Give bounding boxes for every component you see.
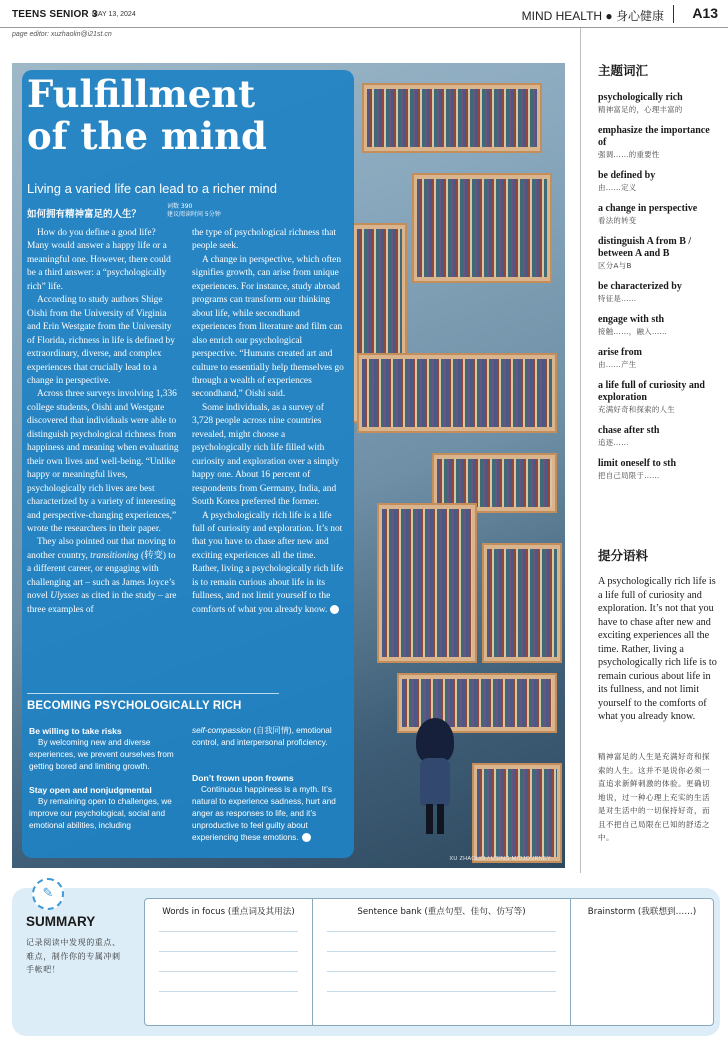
- tip-heading: Don’t frown upon frowns: [192, 773, 294, 783]
- pearl-text-en: A psychologically rich life is a life full of curiosity and exploration. It’s not that you have to chase after new and exciting experiences all the time. Rather, living a psychologically rich life is to remain curious about life in its fullness, and not limit yourself to the comforts of what you already know.: [598, 576, 717, 722]
- article-panel: [22, 70, 354, 858]
- tips-title: BECOMING PSYCHOLOGICALLY RICH: [27, 700, 242, 712]
- issue-date: MAY 13, 2024: [92, 11, 136, 18]
- image-credit: XU ZHAOLIN / USING MIDJOURNEY: [449, 856, 551, 862]
- pearl-text-cn: 精神富足的人生是充满好奇和探索的人生。这并不是说你必须一直追求新鲜刺激的体验。更确切地说，过一种心理上充实的生活是对生活中的一切保持好奇，而且不把自己局限在已知的舒适之中。: [598, 752, 710, 842]
- bookshelf: [377, 503, 477, 663]
- article-title: Fulfillment of the mind: [27, 72, 267, 158]
- end-mark-icon: T: [330, 605, 339, 614]
- notes-column-header: Sentence bank (重点句型、佳句、仿写等): [357, 907, 526, 917]
- vocabulary-sidebar: [580, 28, 728, 878]
- summary-box: [12, 888, 720, 1036]
- notes-column-header: Brainstorm (我联想到……): [587, 907, 697, 917]
- page-editor: page editor: xuzhaolin@i21st.cn: [12, 31, 112, 38]
- page-number: A13: [692, 5, 718, 21]
- paragraph: Some individuals, as a survey of 3,728 people across nine countries revealed, might choose a psychologically rich life filled with curiosity and exploration over a simply happy one. About 16 percent of respondents from Germany, India, and South Korea preferred the former.: [192, 402, 340, 508]
- paragraph: A psychologically rich life is a life full of curiosity and exploration. It’s not that you have to chase after new and exciting experiences all the time. Rather, living a psychologically rich life is to remain curious about life in its fullness, and not limit yourself to the comforts of what you already know. T: [192, 510, 344, 615]
- tip-body: Continuous happiness is a myth. It’s natural to experience sadness, hurt and anger as responses to life, and it’s unproductive to feel guilty about experiencing these emotions. T: [192, 785, 336, 842]
- article-subtitle-cn: 如何拥有精神富足的人生？: [27, 209, 142, 220]
- paragraph: the type of psychological richness that people seek.: [192, 228, 336, 252]
- article-column-1: [27, 227, 179, 617]
- vocab-item: chase after sth 追逐……: [598, 425, 660, 447]
- tip-body: By remaining open to challenges, we improve our psychological, social and emotional abilities, including: [29, 797, 172, 830]
- notes-column-brainstorm[interactable]: [571, 899, 713, 1025]
- tip-body: By welcoming new and diverse experiences, we prevent ourselves from getting bored and limiting growth.: [29, 738, 174, 771]
- paragraph: According to study authors Shige Oishi from the University of Virginia and Erin Westgate from the University of Florida, richness in life is defined by extraordinary, diverse, and complex experiences that crucially lead to a change in perspective.: [27, 295, 175, 386]
- vocab-item: a change in perspective 看法的转变: [598, 203, 698, 225]
- tip-block: [29, 725, 179, 773]
- vocab-item: psychologically rich 精神富足的，心理丰富的: [598, 92, 683, 114]
- paragraph: Across three surveys involving 1,336 college students, Oishi and Westgate discovered that individuals were able to distinguish psychological richness from happiness and meaning when evaluating their own lives and well-being. “Unlike happy or meaningful lives, psychologically rich lives are best characterized by a variety of interesting and perspective-changing experiences,” wrote the researchers in their paper.: [27, 389, 179, 534]
- summary-notes-table: [144, 898, 714, 1026]
- bookshelf: [482, 543, 562, 663]
- summary-title: SUMMARY: [26, 914, 96, 929]
- vocab-list: [598, 92, 716, 491]
- tip-block: [192, 772, 342, 844]
- vocab-item: limit oneself to sth 把自己局限于……: [598, 458, 677, 480]
- word-count: 词数 390: [167, 203, 193, 210]
- tip-block: [29, 784, 179, 832]
- section-name: TEENS SENIOR 3: [12, 9, 98, 20]
- bookshelf: [362, 83, 542, 153]
- pearl-title: 提分语料: [598, 548, 649, 563]
- bookshelf: [472, 763, 562, 863]
- header-separator: [673, 5, 674, 23]
- reading-time: 建议阅读时间 5分钟: [167, 211, 221, 218]
- notes-column-words[interactable]: [145, 899, 313, 1025]
- end-mark-icon: T: [302, 833, 311, 842]
- vocab-item: be defined by 由……定义: [598, 170, 656, 192]
- tip-block: [192, 725, 342, 749]
- vocab-item: be characterized by 特征是……: [598, 281, 682, 303]
- vocab-item: emphasize the importance of 强调……的重要性: [598, 125, 710, 159]
- article-subtitle: Living a varied life can lead to a richer mind: [27, 181, 278, 196]
- page-header: [0, 0, 728, 30]
- vocab-title: 主题词汇: [598, 63, 649, 78]
- bookshelf: [357, 353, 557, 433]
- sidebar-rule: [580, 28, 581, 873]
- column-name: MIND HEALTH ● 身心健康: [521, 9, 664, 23]
- bookshelf: [412, 173, 552, 283]
- summary-description: 记录阅读中发现的重点、难点，制作你的专属冲刺手帐吧！: [26, 938, 121, 974]
- vocab-item: engage with sth 接触……，融入……: [598, 314, 668, 336]
- paragraph: They also pointed out that moving to another country, transitioning (转变) to a different career, or engaging with challenging art – such as James Joyce’s novel Ulysses as cited in the study – are three examples of: [27, 537, 177, 615]
- paragraph: How do you define a good life? Many would answer a happy life or a meaningful one. However, there could be a third answer: a “psychologically rich” life.: [27, 228, 171, 292]
- tip-heading: Stay open and nonjudgmental: [29, 785, 152, 795]
- girl-figure: [412, 718, 458, 838]
- reading-meta: [167, 203, 221, 219]
- light-bulb-icon: ✎: [32, 878, 64, 910]
- tip-heading: Be willing to take risks: [29, 726, 122, 736]
- notes-column-sentences[interactable]: [313, 899, 571, 1025]
- section-divider: [27, 693, 279, 694]
- paragraph: A change in perspective, which often signifies growth, can arise from unique experiences. For instance, study abroad programs can transform our thinking about life, while secondhand experiences from literature and film can also enrich our psychological perspective. “Humans created art and culture to essentially help themselves go through a wealth of experiences secondhand,” Oishi said.: [192, 254, 344, 400]
- vocab-item: distinguish A from B / between A and B 区分A与B: [598, 236, 692, 270]
- notes-column-header: Words in focus (重点词及其用法): [162, 907, 295, 917]
- vocab-item: arise from 由……产生: [598, 347, 642, 369]
- vocab-item: a life full of curiosity and exploration 充满好奇和探索的人生: [598, 380, 705, 414]
- article-column-2: [192, 227, 344, 617]
- tip-body: self-compassion (自我同情), emotional control, and interpersonal proficiency.: [192, 726, 332, 747]
